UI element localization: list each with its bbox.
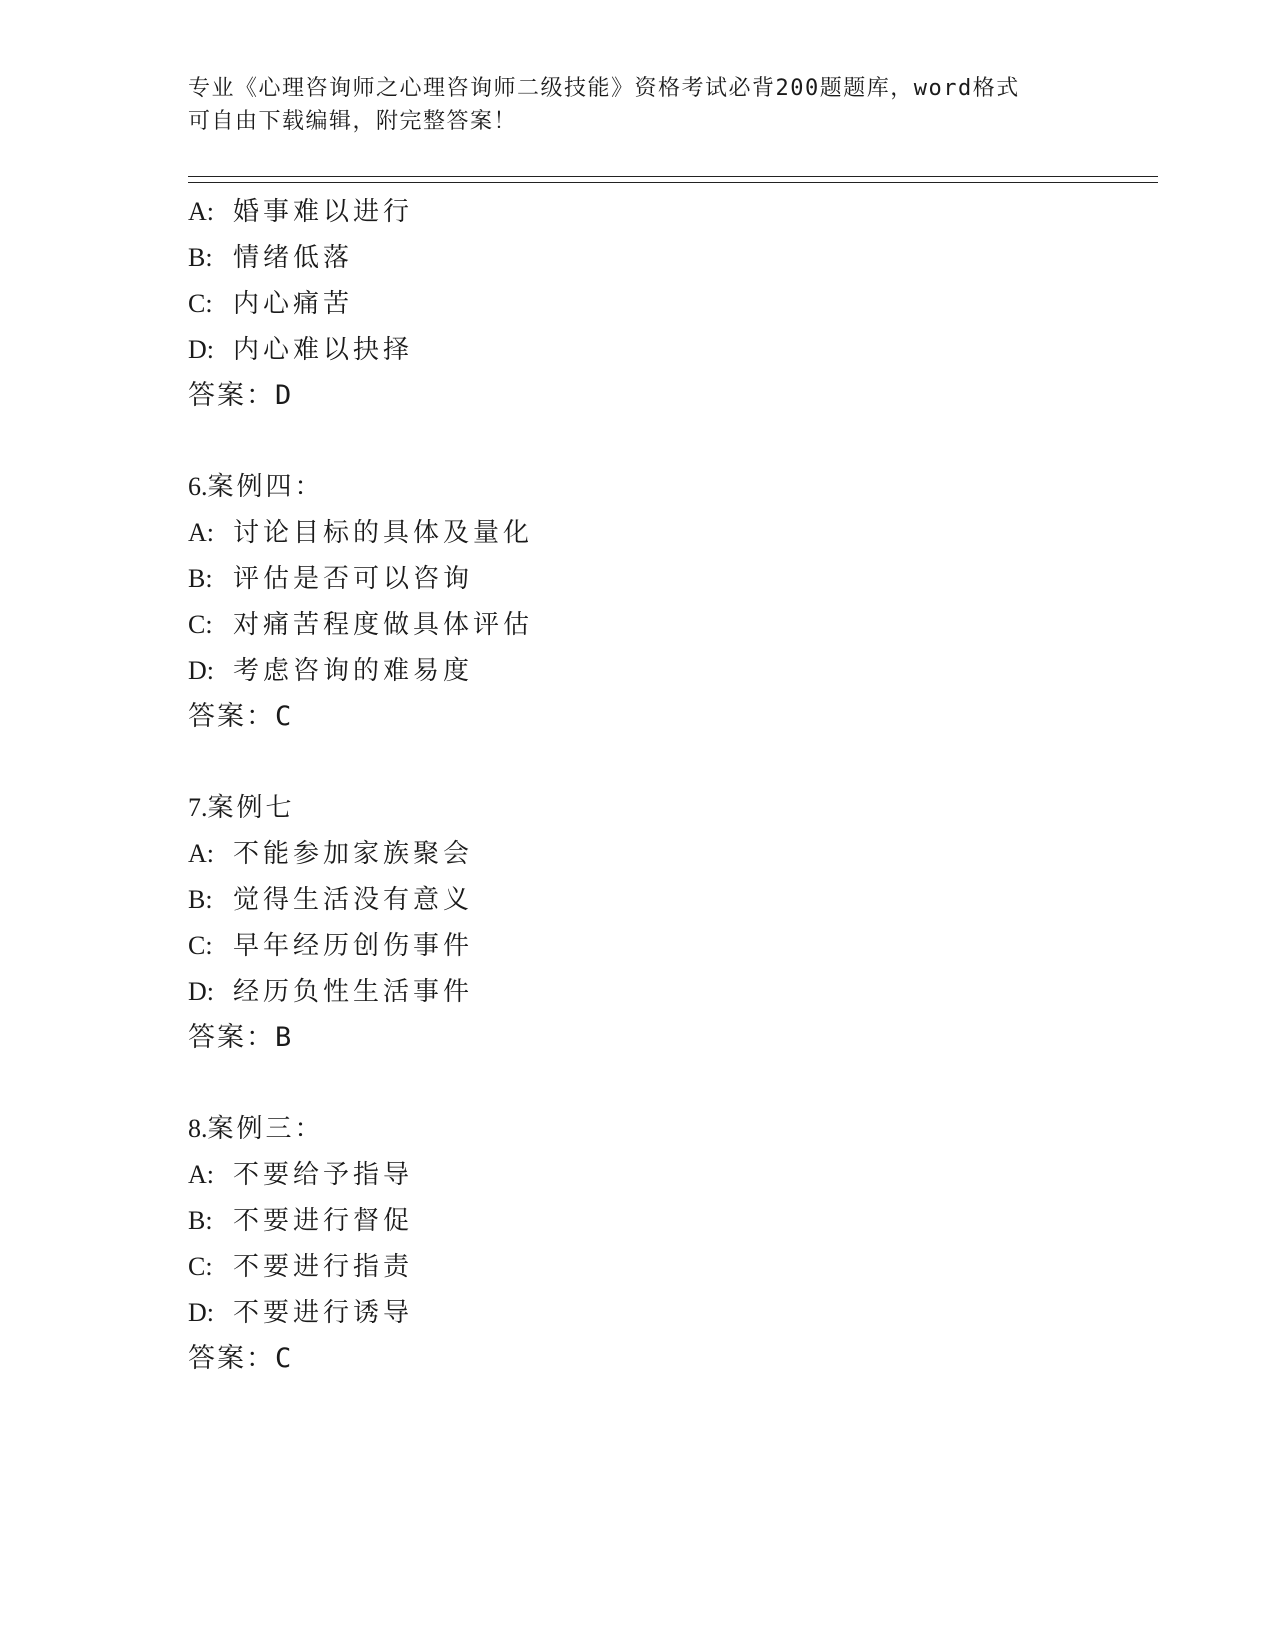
option-letter: D: (188, 335, 214, 364)
question-number: 8. (188, 1114, 208, 1143)
option-text: 不能参加家族聚会 (233, 839, 474, 869)
option-letter: B: (188, 885, 213, 914)
question-title (188, 1106, 1148, 1152)
question-title (188, 785, 1148, 831)
option-letter: B: (188, 564, 213, 593)
option-text: 对痛苦程度做具体评估 (233, 610, 534, 640)
option-b (188, 235, 1148, 281)
question-5 (188, 189, 1148, 419)
option-letter: A: (188, 1160, 214, 1189)
answer-line (188, 1015, 1148, 1061)
option-text: 不要给予指导 (233, 1160, 414, 1190)
answer-label: 答案： (188, 1022, 275, 1053)
option-c (188, 1244, 1148, 1290)
option-letter: D: (188, 1298, 214, 1327)
option-letter: D: (188, 977, 214, 1006)
option-text: 情绪低落 (233, 243, 354, 273)
option-letter: C: (188, 289, 213, 318)
header-line-2: 可自由下载编辑，附完整答案！ (188, 109, 518, 134)
question-7 (188, 785, 1148, 1061)
question-list (188, 189, 1148, 1427)
answer-label: 答案： (188, 380, 275, 411)
question-title (188, 464, 1148, 510)
question-text: 案例三： (207, 1114, 324, 1144)
option-d (188, 648, 1148, 694)
option-c (188, 281, 1148, 327)
option-c (188, 602, 1148, 648)
header-divider-bottom (188, 182, 1158, 183)
option-letter: A: (188, 518, 214, 547)
question-number: 7. (188, 793, 208, 822)
question-6 (188, 464, 1148, 740)
answer-value: D (275, 380, 294, 411)
option-text: 婚事难以进行 (233, 197, 414, 227)
option-letter: C: (188, 1252, 213, 1281)
option-text: 评估是否可以咨询 (233, 564, 474, 594)
option-a (188, 510, 1148, 556)
header-divider-top (188, 176, 1158, 177)
option-text: 觉得生活没有意义 (233, 885, 474, 915)
option-b (188, 556, 1148, 602)
option-letter: A: (188, 839, 214, 868)
option-text: 不要进行指责 (233, 1252, 414, 1282)
answer-line (188, 373, 1148, 419)
answer-value: C (275, 701, 294, 732)
option-text: 不要进行诱导 (233, 1298, 414, 1328)
option-a (188, 189, 1148, 235)
option-letter: B: (188, 243, 213, 272)
question-text: 案例四： (207, 472, 324, 502)
header-line-1: 专业《心理咨询师之心理咨询师二级技能》资格考试必背200题题库，word格式 (188, 76, 1020, 101)
option-d (188, 327, 1148, 373)
option-text: 内心难以抉择 (233, 335, 414, 365)
question-text: 案例七 (207, 793, 295, 823)
option-d (188, 969, 1148, 1015)
option-d (188, 1290, 1148, 1336)
option-a (188, 831, 1148, 877)
answer-value: C (275, 1343, 294, 1374)
option-c (188, 923, 1148, 969)
option-letter: D: (188, 656, 214, 685)
option-text: 不要进行督促 (233, 1206, 414, 1236)
option-a (188, 1152, 1148, 1198)
answer-label: 答案： (188, 1343, 275, 1374)
question-8 (188, 1106, 1148, 1382)
option-b (188, 1198, 1148, 1244)
option-letter: B: (188, 1206, 213, 1235)
option-letter: C: (188, 931, 213, 960)
document-header (188, 72, 1088, 138)
answer-value: B (275, 1022, 294, 1053)
answer-label: 答案： (188, 701, 275, 732)
option-text: 经历负性生活事件 (233, 977, 474, 1007)
answer-line (188, 1336, 1148, 1382)
option-letter: A: (188, 197, 214, 226)
question-number: 6. (188, 472, 208, 501)
answer-line (188, 694, 1148, 740)
option-b (188, 877, 1148, 923)
option-letter: C: (188, 610, 213, 639)
option-text: 讨论目标的具体及量化 (233, 518, 534, 548)
option-text: 早年经历创伤事件 (233, 931, 474, 961)
option-text: 考虑咨询的难易度 (233, 656, 474, 686)
option-text: 内心痛苦 (233, 289, 354, 319)
